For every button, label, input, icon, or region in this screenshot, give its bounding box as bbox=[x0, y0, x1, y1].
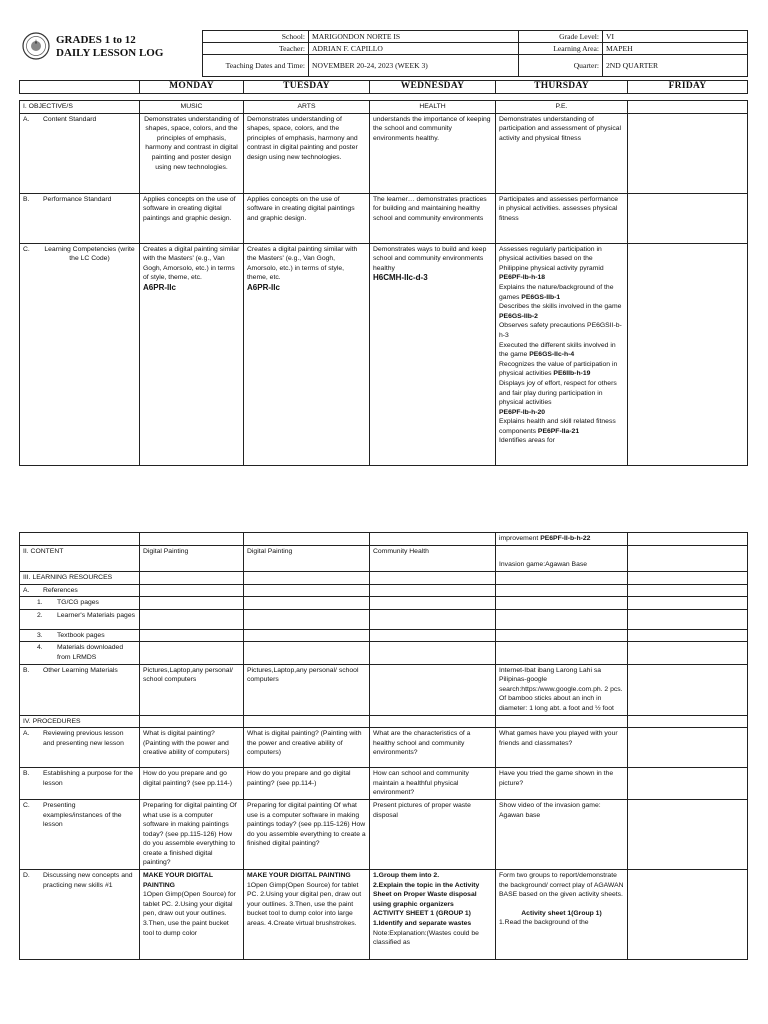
row-label: Establishing a purpose for the lesson bbox=[43, 770, 133, 787]
reviewing-music: What is digital painting? (Painting with the power and creative ability of computers) bbox=[140, 728, 244, 768]
friday-cell bbox=[628, 799, 748, 869]
row-num: C. bbox=[23, 801, 30, 809]
row-num: A. bbox=[23, 115, 30, 123]
teacher-value: ADRIAN F. CAPILLO bbox=[309, 43, 519, 55]
purpose-pe: Have you tried the game shown in the picture? bbox=[496, 768, 628, 800]
friday-cell bbox=[628, 768, 748, 800]
friday-cell bbox=[628, 243, 748, 465]
area-value: MAPEH bbox=[603, 43, 748, 55]
reviewing-lesson-label bbox=[20, 728, 140, 768]
discussing-health bbox=[370, 870, 496, 960]
title-line-2: DAILY LESSON LOG bbox=[56, 47, 164, 59]
subject-music: MUSIC bbox=[140, 101, 244, 114]
discussing-arts bbox=[244, 870, 370, 960]
competency-text: Recognizes the value of participation in physical activities bbox=[499, 360, 618, 378]
competency-text: Observes safety precautions bbox=[499, 322, 588, 330]
content-standard-pe: Demonstrates understanding of participation and assessment of physical activity and physical fitness bbox=[496, 113, 628, 193]
school-label: School: bbox=[203, 31, 309, 43]
competency-text: Creates a digital painting similar with the Masters' (e.g., Van Gogh, Amorsolo, etc.) in terms of style, theme, etc. bbox=[143, 245, 240, 282]
pe-competency bbox=[499, 321, 624, 340]
subject-arts: ARTS bbox=[244, 101, 370, 114]
presenting-health: Present pictures of proper waste disposal bbox=[370, 799, 496, 869]
deped-seal-icon bbox=[22, 32, 50, 60]
competency-code: PE6PF-II-b-h-22 bbox=[540, 535, 591, 542]
presenting-arts: Preparing for digital painting Of what use is a computer software in making paintings today? (see pp.115-126) How do you assemble everything to create a finished digital painting? bbox=[244, 799, 370, 869]
day-thursday: THURSDAY bbox=[496, 81, 628, 94]
competency-code: H6CMH-IIc-d-3 bbox=[373, 273, 428, 283]
performance-standard-music: Applies concepts on the use of software in creating digital paintings and graphic design. bbox=[140, 193, 244, 243]
subject-pe: P.E. bbox=[496, 101, 628, 114]
purpose-label bbox=[20, 768, 140, 800]
pe-competency bbox=[499, 245, 624, 283]
content-standard-arts: Demonstrates understanding of shapes, space, colors, and the principles of emphasis, harmony and contrast in digital painting and poster design using new technologies. bbox=[244, 113, 370, 193]
competency-code: PE6PF-Ib-h-20 bbox=[499, 408, 546, 416]
page-2 bbox=[0, 512, 768, 1024]
content-standard-label bbox=[20, 113, 140, 193]
day-friday: FRIDAY bbox=[628, 81, 748, 94]
row-label: Learning Competencies (write the LC Code) bbox=[44, 245, 135, 263]
blank-cell bbox=[370, 533, 496, 546]
purpose-health: How can school and community maintain a healthful physical environment? bbox=[370, 768, 496, 800]
dates-value: NOVEMBER 20-24, 2023 (WEEK 3) bbox=[309, 55, 519, 77]
performance-standard-pe: Participates and assesses performance in physical activities. assesses physical fitness bbox=[496, 193, 628, 243]
competency-code: PE6PF-Ib-h-18 bbox=[499, 274, 546, 282]
competency-code: A6PR-IIc bbox=[247, 282, 280, 292]
content-pe: Invasion game:Agawan Base bbox=[496, 546, 628, 572]
other-materials-label bbox=[20, 664, 140, 715]
presenting-music: Preparing for digital painting Of what use is a computer software in making paintings today? (see pp.115-126) How do you assemble everything to create a finished digital painting? bbox=[140, 799, 244, 869]
health-step: 1.Identify and separate wastes bbox=[373, 920, 472, 928]
other-materials-arts: Pictures,Laptop,any personal/ school computers bbox=[244, 664, 370, 715]
activity-steps: 1Open Gimp(Open Source) for tablet PC. 2.Using your digital pen, draw out your outlines. 3.Then, use the paint bucket tool to dump color bbox=[143, 891, 236, 937]
header-info-table bbox=[202, 30, 748, 77]
grade-value: VI bbox=[603, 31, 748, 43]
pe-competency bbox=[499, 379, 624, 417]
pe-competency bbox=[499, 341, 624, 360]
row-num: B. bbox=[23, 195, 30, 203]
day-wednesday: WEDNESDAY bbox=[370, 81, 496, 94]
row-num: 3. bbox=[37, 631, 43, 639]
row-label: Presenting examples/instances of the lesson bbox=[43, 801, 122, 829]
health-step: Note:Explanation:(Wastes could be classified as bbox=[373, 929, 479, 947]
content-health: Community Health bbox=[370, 546, 496, 572]
row-num: C. bbox=[23, 245, 30, 253]
pe-competency bbox=[499, 360, 624, 379]
competency-text: Demonstrates ways to build and keep school and community environments healthy bbox=[373, 245, 487, 272]
friday-cell bbox=[628, 533, 748, 546]
competency-code: A6PR-IIc bbox=[143, 282, 176, 292]
learners-materials-label bbox=[20, 609, 140, 629]
day-monday: MONDAY bbox=[140, 81, 244, 94]
activity-heading: MAKE YOUR DIGITAL PAINTING bbox=[143, 872, 213, 889]
objectives-table bbox=[19, 100, 748, 466]
document-title bbox=[56, 34, 163, 60]
discussing-pe bbox=[496, 870, 628, 960]
section-procedures: IV. PROCEDURES bbox=[20, 715, 140, 728]
pe-step: Form two groups to report/demonstrate the background/ correct play of AGAWAN BASE based on the given activity sheets. bbox=[499, 872, 624, 899]
row-label: Learner's Materials pages bbox=[57, 611, 135, 619]
discussing-music bbox=[140, 870, 244, 960]
content-resources-procedures-table bbox=[19, 532, 748, 960]
row-num: 2. bbox=[37, 611, 43, 619]
friday-cell bbox=[628, 101, 748, 114]
title-line-1: GRADES 1 to 12 bbox=[56, 34, 136, 46]
reviewing-health: What are the characteristics of a healthy school and community environments? bbox=[370, 728, 496, 768]
quarter-value: 2ND QUARTER bbox=[603, 55, 748, 77]
learning-competencies-pe bbox=[496, 243, 628, 465]
day-tuesday: TUESDAY bbox=[244, 81, 370, 94]
friday-cell bbox=[628, 728, 748, 768]
row-label: Other Learning Materials bbox=[43, 666, 118, 674]
content-standard-music: Demonstrates understanding of shapes, space, colors, and the principles of emphasis, harmony and contrast in digital painting and poster design using new technologies. bbox=[140, 113, 244, 193]
row-num: B. bbox=[23, 770, 30, 778]
competency-text: Displays joy of effort, respect for others and fair play during participation in physical activities bbox=[499, 379, 617, 407]
learning-competencies-music bbox=[140, 243, 244, 465]
competency-text: Creates a digital painting similar with the Masters' (e.g., Van Gogh, Amorsolo, etc.) in terms of style, theme, etc. bbox=[247, 245, 358, 282]
pe-competency bbox=[499, 283, 624, 302]
competency-text: improvement bbox=[499, 535, 541, 542]
performance-standard-health: The learner… demonstrates practices for building and maintaining healthy school and community environments bbox=[370, 193, 496, 243]
blank-cell bbox=[244, 533, 370, 546]
competency-code: PE6GS-IIc-h-4 bbox=[529, 351, 575, 359]
friday-cell bbox=[628, 193, 748, 243]
tg-cg-pages-label bbox=[20, 597, 140, 610]
area-label: Learning Area: bbox=[519, 43, 603, 55]
competency-code: PE6IIb-h-19 bbox=[553, 370, 591, 378]
competency-text: Describes the skills involved in the game bbox=[499, 303, 622, 311]
content-standard-health: understands the importance of keeping the school and community environments healthy. bbox=[370, 113, 496, 193]
purpose-arts: How do you prepare and go digital painting? (see pp.114-) bbox=[244, 768, 370, 800]
health-step: ACTIVITY SHEET 1 (GROUP 1) bbox=[373, 910, 471, 918]
teacher-label: Teacher: bbox=[203, 43, 309, 55]
purpose-music: How do you prepare and go digital painting? (see pp.114-) bbox=[140, 768, 244, 800]
dates-label: Teaching Dates and Time: bbox=[203, 55, 309, 77]
content-arts: Digital Painting bbox=[244, 546, 370, 572]
health-step: 2.Explain the topic in the Activity Sheet on Proper Waste disposal using graphic organizers bbox=[373, 881, 480, 908]
pe-competency bbox=[499, 417, 624, 436]
activity-steps: 1Open Gimp(Open Source) for tablet PC. 2.Using your digital pen, draw out your outlines. 3.Then, use the paint bucket tool to dump color into large areas. 4.Create virtual brushstrokes. bbox=[247, 881, 362, 928]
grade-label: Grade Level: bbox=[519, 31, 603, 43]
pe-competency bbox=[499, 436, 624, 446]
textbook-pages-label bbox=[20, 629, 140, 642]
row-num: D. bbox=[23, 872, 30, 880]
competency-code: PE6GSII-b-h-3 bbox=[499, 322, 622, 339]
other-materials-pe: Internet-Ibat ibang Larong Lahi sa Pilipinas-google search:https:/www.google.com.ph. 2 pcs. Of bamboo sticks about an inch in diameter: 1 long abt. a foot and ½ foot bbox=[496, 664, 628, 715]
presenting-examples-label bbox=[20, 799, 140, 869]
quarter-label: Quarter: bbox=[519, 55, 603, 77]
other-materials-health bbox=[370, 664, 496, 715]
learning-competencies-arts bbox=[244, 243, 370, 465]
presenting-pe: Show video of the invasion game: Agawan base bbox=[496, 799, 628, 869]
pe-step: 1.Read the background of the bbox=[499, 919, 589, 927]
performance-standard-arts: Applies concepts on the use of software in creating digital paintings and graphic design. bbox=[244, 193, 370, 243]
friday-cell bbox=[628, 113, 748, 193]
section-resources: III. LEARNING RESOURCES bbox=[20, 572, 140, 585]
references-label bbox=[20, 584, 140, 597]
competency-code: PE6GS-IIb-1 bbox=[521, 293, 561, 301]
health-step: 1.Group them into 2. bbox=[373, 872, 440, 880]
days-header-blank bbox=[20, 81, 140, 94]
row-label: References bbox=[43, 586, 78, 594]
school-value: MARIGONDON NORTE IS bbox=[309, 31, 519, 43]
competency-text: Identifies areas for bbox=[499, 437, 555, 445]
row-num: B. bbox=[23, 666, 30, 674]
reviewing-arts: What is digital painting? (Painting with the power and creative ability of computers) bbox=[244, 728, 370, 768]
row-label: Textbook pages bbox=[57, 631, 105, 639]
section-objectives: I. OBJECTIVE/S bbox=[20, 101, 140, 114]
friday-cell bbox=[628, 664, 748, 715]
pe-competency bbox=[499, 302, 624, 321]
blank-cell bbox=[140, 533, 244, 546]
row-num: A. bbox=[23, 586, 30, 594]
section-content: II. CONTENT bbox=[20, 546, 140, 572]
other-materials-music: Pictures,Laptop,any personal/ school computers bbox=[140, 664, 244, 715]
content-music: Digital Painting bbox=[140, 546, 244, 572]
competency-text: Assesses regularly participation in physical activities based on the Philippine physical activity pyramid bbox=[499, 245, 604, 272]
pe-step: Activity sheet 1(Group 1) bbox=[521, 909, 602, 917]
subject-health: HEALTH bbox=[370, 101, 496, 114]
row-label: Performance Standard bbox=[43, 195, 112, 203]
competency-code: PE6PF-IIa-21 bbox=[537, 427, 580, 435]
row-label: Discussing new concepts and practicing new skills #1 bbox=[43, 872, 133, 889]
row-label: Materials downloaded from LRMDS bbox=[57, 644, 124, 661]
learning-competencies-health bbox=[370, 243, 496, 465]
friday-cell bbox=[628, 546, 748, 572]
discussing-concepts-label bbox=[20, 870, 140, 960]
learning-competencies-label bbox=[20, 243, 140, 465]
competency-text: Explains health and skill related fitness components bbox=[499, 418, 616, 435]
lrmds-materials-label bbox=[20, 642, 140, 664]
row-num: A. bbox=[23, 730, 30, 738]
row-num: 1. bbox=[37, 599, 43, 607]
row-label: TG/CG pages bbox=[57, 599, 99, 607]
reviewing-pe: What games have you played with your friends and classmates? bbox=[496, 728, 628, 768]
competency-text: Explains the nature/background of the games bbox=[499, 283, 614, 301]
competency-text: Executed the different skills involved in the game bbox=[499, 341, 616, 359]
performance-standard-label bbox=[20, 193, 140, 243]
blank-cell bbox=[20, 533, 140, 546]
friday-cell bbox=[628, 870, 748, 960]
competency-code: PE6GS-IIb-2 bbox=[499, 312, 538, 320]
row-label: Reviewing previous lesson and presenting new lesson bbox=[43, 730, 124, 747]
row-label: Content Standard bbox=[43, 115, 97, 123]
row-num: 4. bbox=[37, 644, 43, 652]
days-header bbox=[19, 80, 748, 94]
activity-heading: MAKE YOUR DIGITAL PAINTING bbox=[247, 872, 351, 880]
pe-continued bbox=[496, 533, 628, 546]
